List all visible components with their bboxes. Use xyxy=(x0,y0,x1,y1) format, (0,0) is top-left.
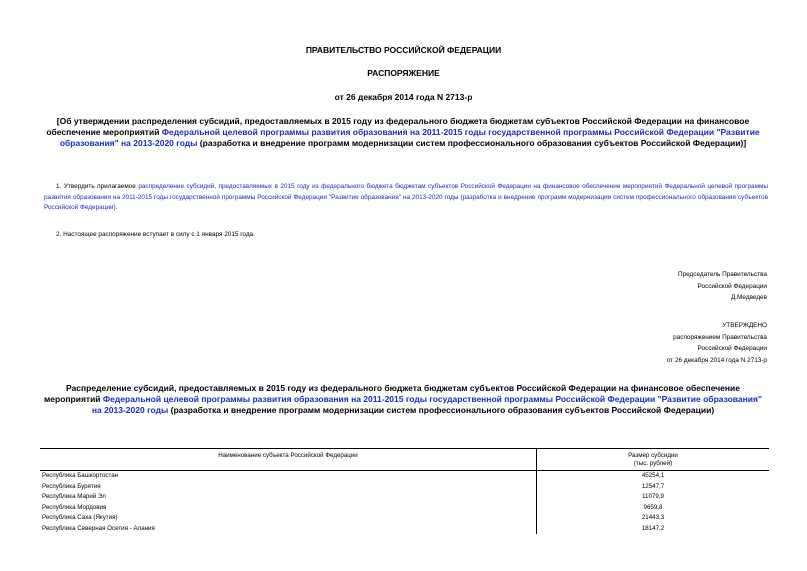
subsidy-amount: 11079,9 xyxy=(642,493,664,500)
paragraph-1 xyxy=(44,182,768,214)
approval-block xyxy=(667,320,767,366)
approval-by: распоряжением Правительства xyxy=(673,333,767,341)
subsidy-amount: 21443,3 xyxy=(641,514,665,521)
appendix-program-link[interactable]: Федеральной целевой программы развития образования на 2011-2015 годы государственной программы Российской Федерации "Развитие образования" на 2013-2020 годы xyxy=(91,394,762,415)
table-row xyxy=(40,524,769,535)
header-amount-line2: (тыс. рублей) xyxy=(633,460,673,467)
region-name: Республика Марий Эл xyxy=(40,492,537,503)
approval-country: Российской Федерации xyxy=(697,345,767,352)
region-name: Республика Бурятия xyxy=(40,482,537,493)
government-heading: ПРАВИТЕЛЬСТВО РОССИЙСКОЙ ФЕДЕРАЦИИ xyxy=(305,45,502,55)
title-text-start: [Об утверждении распределения субсидий, предоставляемых в 2015 году из федерального бюджета бюджетам субъектов Российской Федерации на финансовое обеспечение мероприятий xyxy=(46,116,750,137)
paragraph-1-prefix: 1. Утвердить прилагаемое xyxy=(56,183,139,190)
document-type-heading: РАСПОРЯЖЕНИЕ xyxy=(367,68,440,78)
signature-name: Д.Медведев xyxy=(730,294,767,301)
title-program-link[interactable]: Федеральной целевой программы развития образования на 2011-2015 годы государственной программы Российской Федерации "Развитие образования" на 2013-2020 годы xyxy=(59,127,760,148)
table-row xyxy=(40,492,769,503)
region-name: Республика Мордовия xyxy=(40,503,537,514)
table-row xyxy=(40,503,769,514)
document-date-number: от 26 декабря 2014 года N 2713-р xyxy=(334,92,473,102)
subsidy-amount: 45254,1 xyxy=(641,472,665,479)
subsidy-table xyxy=(40,448,769,534)
table-row xyxy=(40,471,769,482)
appendix-title-start: Распределение субсидий, предоставляемых в 2015 году из федерального бюджета бюджетам субъектов Российской Федерации на финансовое обеспечение мероприятий xyxy=(44,383,740,404)
appendix-title xyxy=(44,383,762,416)
region-name: Республика Башкортостан xyxy=(40,471,537,482)
paragraph-1-suffix: . xyxy=(115,204,118,211)
header-region: Наименование субъекта Российской Федерации xyxy=(40,449,537,471)
header-amount xyxy=(537,449,770,471)
document-title xyxy=(44,116,762,149)
signature-country: Российской Федерации xyxy=(697,282,767,290)
signature-position: Председатель Правительства xyxy=(678,271,767,278)
table-row xyxy=(40,482,769,493)
title-text-end: (разработка и внедрение программ модернизации систем профессионального образования субъектов Российской Федерации)] xyxy=(197,138,747,148)
subsidy-amount: 12547,7 xyxy=(641,482,665,490)
region-name: Республика Саха (Якутия) xyxy=(40,513,537,524)
subsidy-amount: 18147,2 xyxy=(641,524,665,532)
paragraph-2: 2. Настоящее распоряжение вступает в силу с 1 января 2015 года. xyxy=(56,231,255,238)
signature-block xyxy=(678,269,767,304)
table-header-row xyxy=(40,449,769,471)
subsidy-amount: 9659,8 xyxy=(643,503,663,511)
appendix-title-end: (разработка и внедрение программ модернизации систем профессионального образования субъектов Российской Федерации) xyxy=(168,405,715,415)
table-row xyxy=(40,513,769,524)
approval-title: УТВЕРЖДЕНО xyxy=(722,322,767,329)
header-amount-line1: Размер субсидии xyxy=(628,452,678,459)
region-name: Республика Северная Осетия - Алания xyxy=(40,524,537,535)
approval-date: от 26 декабря 2014 года N 2713-р xyxy=(666,356,767,364)
distribution-link[interactable]: распределение субсидий, предоставляемых в 2015 году из федерального бюджета бюджетам субъектов Российской Федерации на финансовое обеспечение мероприятий Федеральной целевой программы развития образования на 2011-2015 годы государственной программы Российской Федерации "Развитие образования" на 2013-2020 годы (разработка и внедрение программ модернизации систем профессионального образования субъектов Российской Федерации) xyxy=(44,183,768,211)
